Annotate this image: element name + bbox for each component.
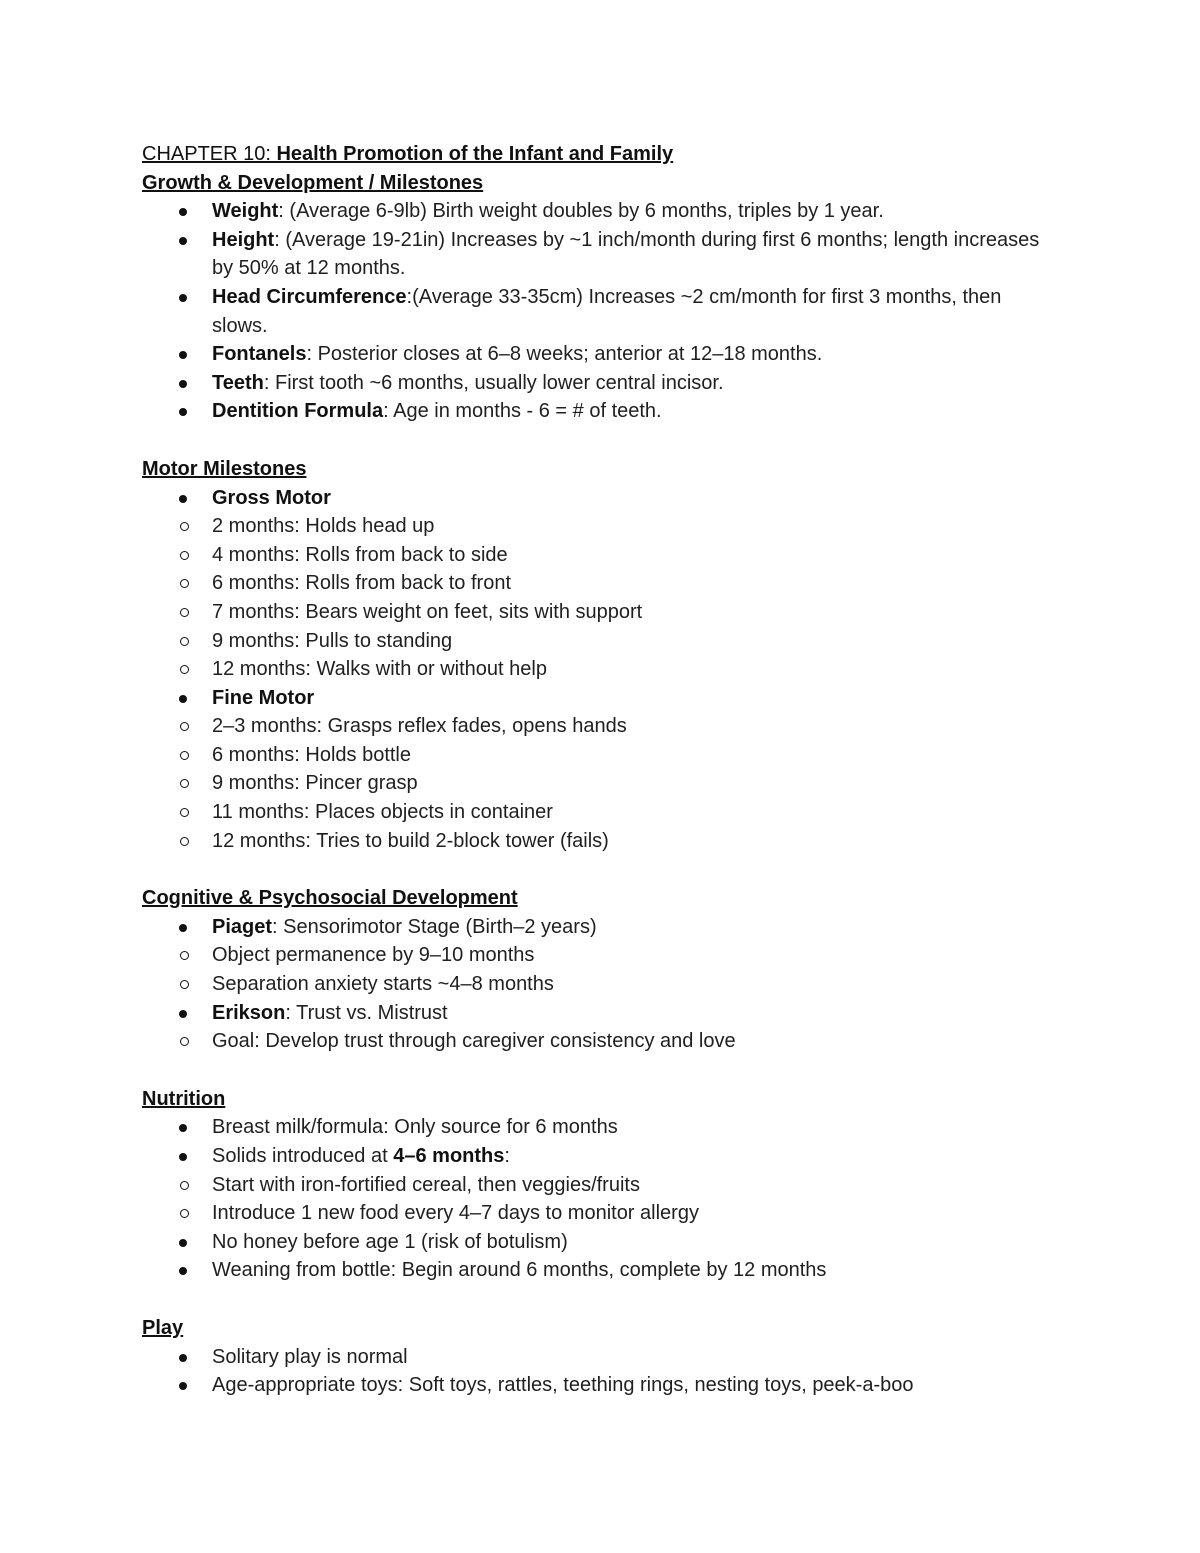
piaget-sublist <box>142 941 1042 998</box>
sublist-item <box>142 569 1042 598</box>
sublist-text: Start with iron-fortified cereal, then veggies/fruits <box>212 1173 640 1196</box>
circle-bullet-icon <box>180 751 189 760</box>
nutrition-list <box>142 1113 1042 1285</box>
sublist-item <box>142 970 1042 999</box>
sublist-text: 7 months: Bears weight on feet, sits with support <box>212 600 643 623</box>
list-item <box>142 369 1042 398</box>
play-list <box>142 1343 1042 1400</box>
circle-bullet-icon <box>180 665 189 674</box>
item-emphasis: 4–6 months <box>393 1145 505 1167</box>
document-page <box>142 140 1042 1400</box>
sublist-item <box>142 598 1042 627</box>
sublist-item <box>142 827 1042 856</box>
item-label: Erikson <box>212 1001 286 1024</box>
sublist-item <box>142 798 1042 827</box>
bullet-icon <box>179 351 187 359</box>
list-item <box>142 1228 1042 1257</box>
list-item <box>142 1371 1042 1400</box>
sublist-item <box>142 627 1042 656</box>
growth-list <box>142 197 1042 426</box>
list-item <box>142 226 1042 283</box>
bullet-icon <box>179 1267 187 1275</box>
solids-sublist <box>142 1171 1042 1228</box>
section-heading-growth: Growth & Development / Milestones <box>142 171 484 194</box>
chapter-title <box>142 140 1042 169</box>
sublist-item <box>142 512 1042 541</box>
sublist-item <box>142 1199 1042 1228</box>
item-text: Solitary play is normal <box>212 1345 408 1368</box>
circle-bullet-icon <box>180 608 189 617</box>
chapter-number: CHAPTER 10: <box>142 143 277 165</box>
circle-bullet-icon <box>180 1209 189 1218</box>
item-text: Age-appropriate toys: Soft toys, rattles, teething rings, nesting toys, peek-a-boo <box>212 1374 914 1397</box>
sublist-text: 9 months: Pincer grasp <box>212 772 418 795</box>
item-label: Dentition Formula <box>212 400 384 423</box>
sublist-item <box>142 541 1042 570</box>
fine-motor-sublist <box>142 712 1042 855</box>
sublist-text: Introduce 1 new food every 4–7 days to monitor allergy <box>212 1202 699 1225</box>
sublist-text: Object permanence by 9–10 months <box>212 944 535 967</box>
list-item <box>142 397 1042 426</box>
item-label: Fontanels <box>212 343 307 366</box>
sublist-item <box>142 741 1042 770</box>
circle-bullet-icon <box>180 779 189 788</box>
sublist-item <box>142 1171 1042 1200</box>
item-text-suffix: : <box>504 1145 510 1167</box>
bullet-icon <box>179 1124 187 1132</box>
sublist-text: 12 months: Walks with or without help <box>212 658 547 681</box>
sublist-text: 4 months: Rolls from back to side <box>212 543 508 566</box>
circle-bullet-icon <box>180 522 189 531</box>
item-label: Weight <box>212 200 279 223</box>
list-item-solids <box>142 1142 1042 1228</box>
sublist-text: 9 months: Pulls to standing <box>212 629 453 652</box>
list-item-erikson <box>142 999 1042 1056</box>
sublist-text: Separation anxiety starts ~4–8 months <box>212 973 554 996</box>
sublist-text: 6 months: Holds bottle <box>212 743 411 766</box>
list-item <box>142 340 1042 369</box>
circle-bullet-icon <box>180 579 189 588</box>
bullet-icon <box>179 695 187 703</box>
item-label: Gross Motor <box>212 486 331 509</box>
circle-bullet-icon <box>180 1181 189 1190</box>
bullet-icon <box>179 495 187 503</box>
sublist-item <box>142 655 1042 684</box>
list-item <box>142 1256 1042 1285</box>
sublist-item <box>142 769 1042 798</box>
item-label: Fine Motor <box>212 686 315 709</box>
bullet-icon <box>179 408 187 416</box>
bullet-icon <box>179 380 187 388</box>
section-heading-nutrition: Nutrition <box>142 1087 226 1110</box>
item-label: Height <box>212 228 275 251</box>
item-text: :(Average 33-35cm) Increases ~2 cm/month for first 3 months, then slows. <box>212 285 1002 337</box>
gross-motor-sublist <box>142 512 1042 684</box>
circle-bullet-icon <box>180 551 189 560</box>
item-text: : (Average 6-9lb) Birth weight doubles by 6 months, triples by 1 year. <box>278 200 884 223</box>
bullet-icon <box>179 1153 187 1161</box>
item-label: Teeth <box>212 371 264 394</box>
item-text: : First tooth ~6 months, usually lower central incisor. <box>263 371 724 394</box>
bullet-icon <box>179 1354 187 1362</box>
bullet-icon <box>179 208 187 216</box>
bullet-icon <box>179 237 187 245</box>
section-heading-motor: Motor Milestones <box>142 457 307 480</box>
list-item-fine-motor <box>142 684 1042 856</box>
section-heading-play: Play <box>142 1316 184 1339</box>
bullet-icon <box>179 924 187 932</box>
circle-bullet-icon <box>180 951 189 960</box>
list-item <box>142 1113 1042 1142</box>
item-text: Weaning from bottle: Begin around 6 months, complete by 12 months <box>212 1259 827 1282</box>
list-item-gross-motor <box>142 484 1042 684</box>
list-item-piaget <box>142 913 1042 999</box>
item-text: : Sensorimotor Stage (Birth–2 years) <box>272 915 597 938</box>
sublist-item <box>142 941 1042 970</box>
list-item <box>142 1343 1042 1372</box>
item-text: : Age in months - 6 = # of teeth. <box>383 400 662 423</box>
sublist-text: 2–3 months: Grasps reflex fades, opens hands <box>212 715 627 738</box>
bullet-icon <box>179 1239 187 1247</box>
item-label: Head Circumference <box>212 285 407 308</box>
circle-bullet-icon <box>180 637 189 646</box>
item-text: : Posterior closes at 6–8 weeks; anterior at 12–18 months. <box>306 343 823 366</box>
bullet-icon <box>179 1010 187 1018</box>
section-heading-cognitive: Cognitive & Psychosocial Development <box>142 887 518 910</box>
circle-bullet-icon <box>180 837 189 846</box>
item-label: Piaget <box>212 915 273 938</box>
erikson-sublist <box>142 1027 1042 1056</box>
sublist-text: Goal: Develop trust through caregiver consistency and love <box>212 1030 736 1053</box>
circle-bullet-icon <box>180 722 189 731</box>
item-text: No honey before age 1 (risk of botulism) <box>212 1230 568 1253</box>
item-text: : (Average 19-21in) Increases by ~1 inch/month during first 6 months; length increases by 50% at 12 months. <box>212 228 1040 280</box>
chapter-title-text: Health Promotion of the Infant and Family <box>276 143 674 165</box>
sublist-text: 11 months: Places objects in container <box>212 801 553 824</box>
list-item <box>142 197 1042 226</box>
circle-bullet-icon <box>180 808 189 817</box>
item-text: Solids introduced at <box>212 1145 394 1167</box>
sublist-text: 2 months: Holds head up <box>212 515 435 538</box>
circle-bullet-icon <box>180 980 189 989</box>
sublist-text: 6 months: Rolls from back to front <box>212 572 512 595</box>
bullet-icon <box>179 294 187 302</box>
list-item <box>142 283 1042 340</box>
item-text: : Trust vs. Mistrust <box>285 1001 448 1024</box>
item-text: Breast milk/formula: Only source for 6 months <box>212 1116 618 1139</box>
circle-bullet-icon <box>180 1037 189 1046</box>
sublist-item <box>142 1027 1042 1056</box>
cognitive-list <box>142 913 1042 1056</box>
sublist-item <box>142 712 1042 741</box>
sublist-text: 12 months: Tries to build 2-block tower (fails) <box>212 829 609 852</box>
motor-list <box>142 484 1042 856</box>
bullet-icon <box>179 1382 187 1390</box>
